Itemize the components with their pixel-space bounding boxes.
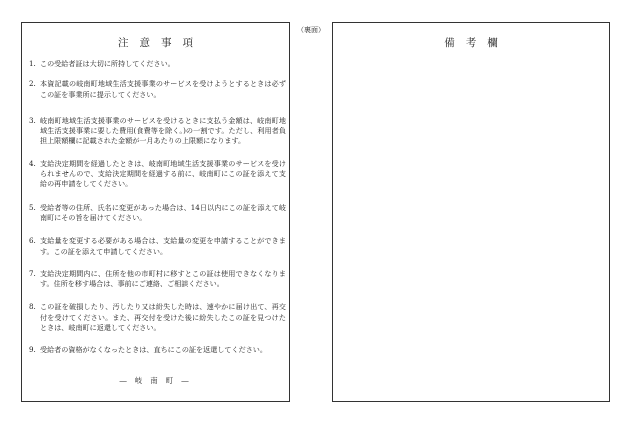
note-text: 支給決定期間を経過したときは、岐南町地域生活支援事業のサービスを受けられませんので、支給決定期間を経過する前に、岐南町にこの証を添えて支給の再申請をしてください。 — [40, 158, 286, 189]
note-text: 受給者等の住所、氏名に変更があった場合は、14日以内にこの証を添えて岐南町にその旨を届けてください。 — [40, 202, 286, 222]
issuer-footer: ― 岐 南 町 ― — [119, 376, 192, 385]
note-text: 支給決定期間内に、住所を他の市町村に移すとこの証は使用できなくなります。住所を移す場合は、事前にご連絡、ご相談ください。 — [40, 268, 286, 289]
note-item — [29, 302, 286, 333]
note-text: この証を破損したり、汚したり又は紛失した時は、速やかに届け出て、再交付を受けてください。また、再交付を受けた後に紛失したこの証を見つけたときは、岐南町に返還してください。 — [40, 302, 286, 333]
note-item — [29, 345, 286, 355]
remarks-title: 備考欄 — [444, 37, 509, 49]
note-item — [29, 236, 286, 257]
note-item — [29, 203, 286, 224]
note-number: 1. — [29, 59, 36, 68]
note-number: 8. — [29, 302, 36, 312]
note-number: 2. — [29, 79, 36, 89]
note-text: 支給量を変更する必要がある場合は、支給量の変更を申請することができます。この証を添えて申請してください。 — [40, 236, 286, 256]
notes-list — [29, 59, 286, 356]
notes-title: 注意事項 — [118, 37, 204, 49]
note-item — [29, 269, 286, 290]
note-number: 9. — [29, 345, 36, 355]
note-item — [29, 159, 286, 190]
note-number: 7. — [29, 268, 36, 278]
note-text: この受給者証は大切に所持してください。 — [40, 59, 175, 68]
note-text: 受給者の資格がなくなったときは、直ちにこの証を返還してください。 — [40, 345, 267, 355]
note-item — [29, 116, 286, 147]
note-item — [29, 79, 286, 100]
note-number: 3. — [29, 115, 36, 125]
reverse-side-label: （裏面） — [297, 26, 325, 34]
note-item — [29, 59, 286, 69]
note-number: 6. — [29, 236, 36, 246]
note-number: 4. — [29, 158, 36, 168]
notes-panel — [21, 22, 290, 402]
note-number: 5. — [29, 202, 36, 212]
note-text: 本資記載の岐南町地域生活支援事業のサービスを受けようとするときは必ずこの証を事業所に提示してください。 — [40, 79, 286, 99]
note-text: 岐南町地域生活支援事業のサービスを受けるときに支払う金額は、岐南町地域生活支援事業に要した費用(食費等を除く。)の一割です。ただし、利用者負担上限額欄に記載された金額が一月あたりの上限額になります。 — [40, 115, 286, 146]
remarks-panel — [332, 22, 610, 402]
